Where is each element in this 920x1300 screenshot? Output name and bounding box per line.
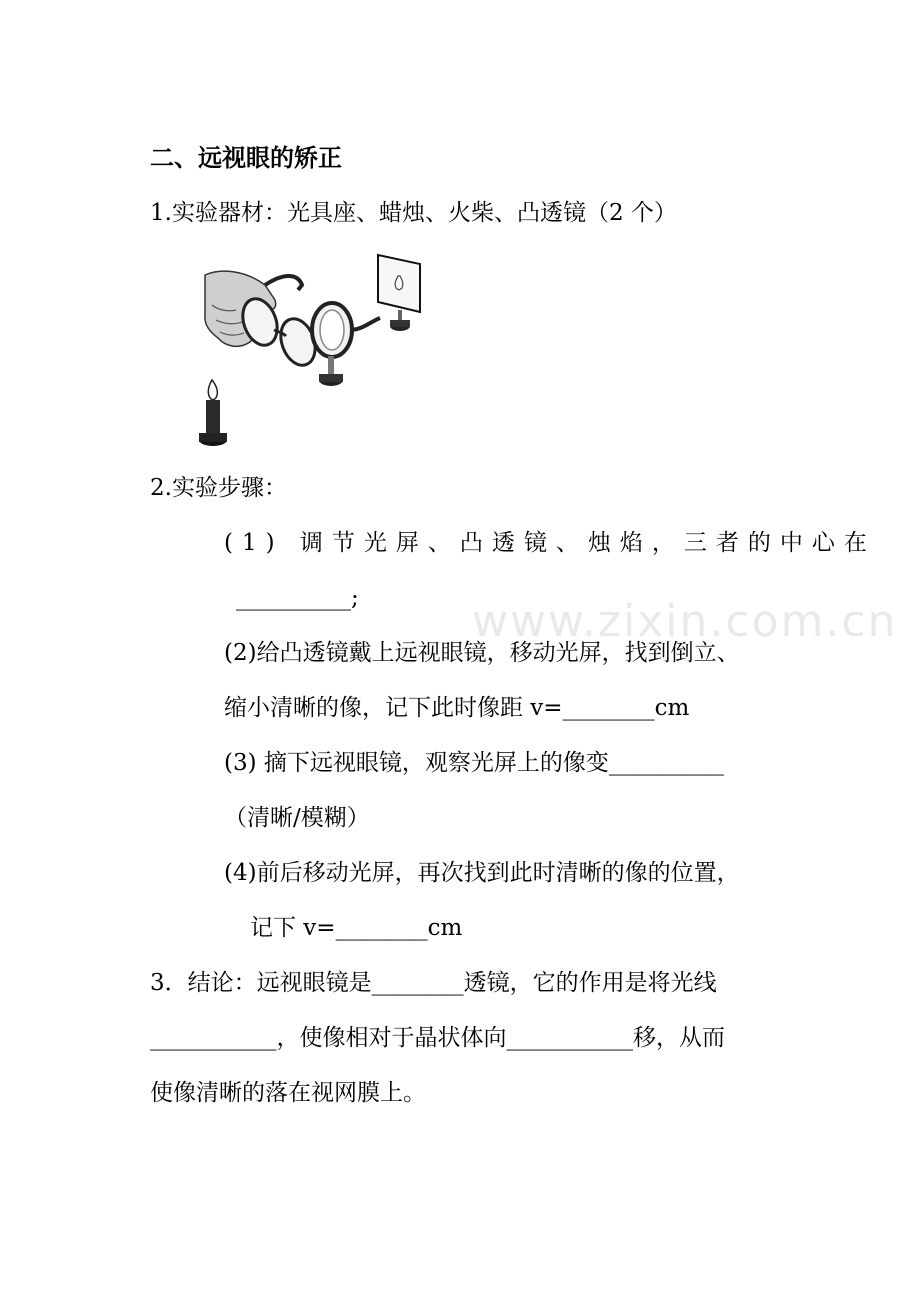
- conclusion-line-1: 3．结论：远视眼镜是________透镜，它的作用是将光线: [150, 970, 717, 996]
- step-4-line-2: 记下 v=________cm: [250, 915, 463, 941]
- step-1-line-1: (1) 调节光屏、凸透镜、烛焰，三者的中心在: [224, 530, 876, 556]
- conclusion-line-2: ___________，使像相对于晶状体向___________移，从而: [150, 1025, 725, 1051]
- conclusion-line-3: 使像清晰的落在视网膜上。: [150, 1080, 426, 1106]
- step-3-line-2: （清晰/模糊）: [224, 805, 370, 831]
- steps-heading: 2.实验步骤：: [150, 475, 287, 501]
- light-screen-icon: [378, 255, 420, 331]
- step-2-line-2: 缩小清晰的像，记下此时像距 v=________cm: [224, 695, 690, 721]
- section-title: 二、远视眼的矫正: [150, 143, 342, 172]
- hand-holding-glasses-icon: [205, 271, 321, 370]
- step-2-line-1: (2)给凸透镜戴上远视眼镜，移动光屏，找到倒立、: [224, 640, 740, 666]
- step-4-line-1: (4)前后移动光屏，再次找到此时清晰的像的位置，: [224, 860, 740, 886]
- watermark: www.zixin.com.cn: [472, 596, 898, 647]
- experiment-illustration: [190, 250, 440, 455]
- materials-line: 1.实验器材：光具座、蜡烛、火柴、凸透镜（2 个）: [150, 200, 677, 226]
- convex-lens-icon: [312, 303, 380, 386]
- step-3-line-1: (3) 摘下远视眼镜，观察光屏上的像变__________: [224, 750, 724, 776]
- step-1-blank: __________;: [236, 585, 359, 611]
- candle-icon: [199, 380, 227, 446]
